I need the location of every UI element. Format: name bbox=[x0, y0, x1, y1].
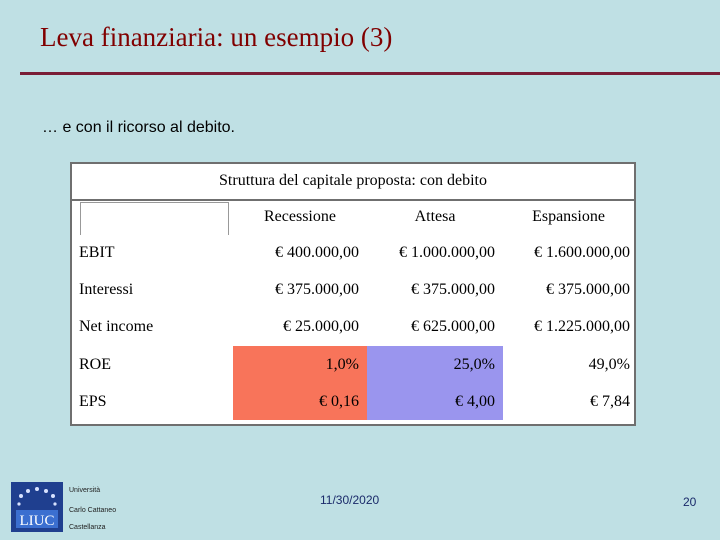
slide-title: Leva finanziaria: un esempio (3) bbox=[40, 22, 393, 52]
university-line-3: Castellanza bbox=[69, 524, 106, 531]
cell-ebit-recessione: € 400.000,00 bbox=[275, 244, 359, 261]
footer-date: 11/30/2020 bbox=[320, 493, 380, 507]
cell-eps-recessione: € 0,16 bbox=[319, 393, 359, 410]
university-line-1: Università bbox=[69, 487, 101, 494]
cell-net-income-espansione: € 1.225.000,00 bbox=[534, 318, 630, 335]
row-label-net-income: Net income bbox=[79, 318, 154, 335]
cell-net-income-attesa: € 625.000,00 bbox=[411, 318, 495, 335]
column-header-attesa: Attesa bbox=[414, 208, 456, 225]
header-empty-cell bbox=[80, 202, 229, 235]
capital-structure-table bbox=[70, 162, 636, 426]
university-line-2: Carlo Cattaneo bbox=[69, 507, 117, 514]
logo-text: LIUC bbox=[19, 513, 55, 529]
cell-net-income-recessione: € 25.000,00 bbox=[283, 318, 359, 335]
page-number: 20 bbox=[683, 495, 697, 509]
cell-roe-espansione: 49,0% bbox=[588, 356, 630, 373]
liuc-logo bbox=[11, 482, 63, 532]
row-label-eps: EPS bbox=[79, 393, 107, 410]
table-title: Struttura del capitale proposta: con debito bbox=[219, 172, 487, 189]
row-label-ebit: EBIT bbox=[79, 244, 115, 261]
row-label-roe: ROE bbox=[79, 356, 111, 373]
title-divider bbox=[20, 72, 720, 75]
slide-subtitle: … e con il ricorso al debito. bbox=[42, 119, 235, 136]
column-header-recessione: Recessione bbox=[264, 208, 336, 225]
cell-eps-espansione: € 7,84 bbox=[590, 393, 630, 410]
cell-roe-recessione: 1,0% bbox=[325, 356, 359, 373]
cell-interessi-espansione: € 375.000,00 bbox=[546, 281, 630, 298]
column-header-espansione: Espansione bbox=[532, 208, 605, 225]
cell-ebit-espansione: € 1.600.000,00 bbox=[534, 244, 630, 261]
table-divider bbox=[72, 199, 634, 201]
cell-roe-attesa: 25,0% bbox=[453, 356, 495, 373]
cell-eps-attesa: € 4,00 bbox=[455, 393, 495, 410]
cell-ebit-attesa: € 1.000.000,00 bbox=[399, 244, 495, 261]
cell-interessi-attesa: € 375.000,00 bbox=[411, 281, 495, 298]
cell-interessi-recessione: € 375.000,00 bbox=[275, 281, 359, 298]
row-label-interessi: Interessi bbox=[79, 281, 134, 298]
